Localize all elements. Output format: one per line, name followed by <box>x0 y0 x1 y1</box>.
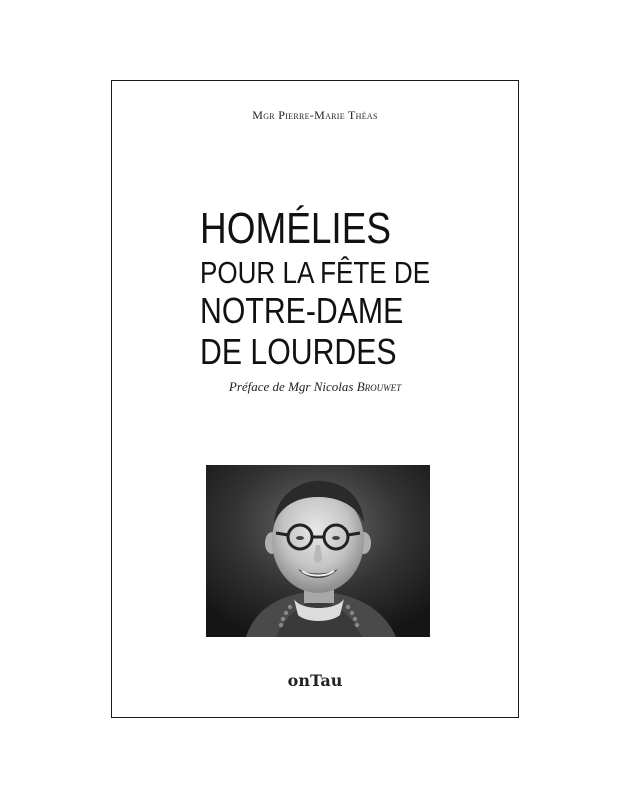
book-cover <box>111 80 519 718</box>
portrait-photo <box>206 465 430 637</box>
preface-author-surname: Brouwet <box>356 379 402 394</box>
preface-prefix: Préface de Mgr Nicolas <box>228 379 357 394</box>
title-line-3: NOTRE-DAME <box>200 290 404 331</box>
publisher-logo: onTau <box>287 671 343 690</box>
title-line-1: HOMÉLIES <box>200 204 392 253</box>
title-line-2: POUR LA FÊTE DE <box>200 255 431 290</box>
preface-credit <box>112 379 518 395</box>
title-line-4: DE LOURDES <box>200 331 397 372</box>
portrait-illustration <box>206 465 430 637</box>
author-name: Mgr Pierre-Marie Théas <box>252 108 378 122</box>
book-title <box>200 204 440 372</box>
